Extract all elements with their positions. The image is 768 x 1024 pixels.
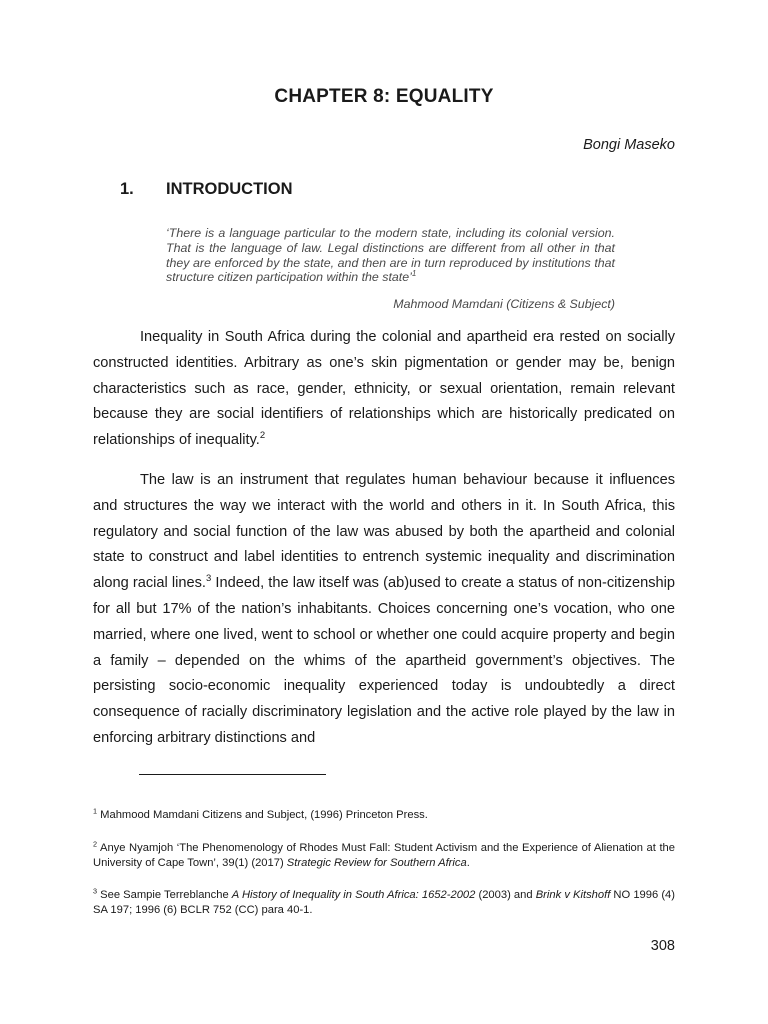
text-segment: Indeed, the law itself was (ab)used to create a status of non-citizenship for all but 17% of the nation’s inhabitants. Choices concerning one’s vocation, who one married, where one lived, went to school or whether one could acquire property and begin a family – depended on the whims of the apartheid government’s objectives. The persisting socio-economic inequality experienced today is undoubtedly a direct consequence of racially discriminatory legislation and the active role played by the law in enforcing arbitrary distinctions and: [93, 575, 675, 746]
footnote: [93, 808, 675, 823]
text-segment: NO 1996 (4) SA 197; 1996 (6) BCLR 752 (CC) para 40-1.: [93, 889, 675, 916]
text-segment: Anye Nyamjoh ‘The Phenomenology of Rhodes Must Fall: Student Activism and the Experience of Alienation at the University of Cape Town’, 39(1) (2017): [93, 842, 675, 869]
body-paragraph: [93, 468, 675, 752]
footnote-ref: 2: [259, 430, 266, 442]
text-segment: .: [466, 857, 470, 869]
section-title: INTRODUCTION: [166, 180, 293, 198]
footnote: [93, 841, 675, 871]
section-number: 1.: [120, 180, 134, 198]
text-segment: See Sampie Terreblanche: [97, 889, 232, 901]
text-segment: Inequality in South Africa during the colonial and apartheid era rested on socially constructed identities. Arbitrary as one’s skin pigmentation or gender may be, benign characteristics such as race, gender, ethnicity, or sexual orientation, remain relevant because they are social identifiers of relationships which are historically predicated on relationships of inequality.: [93, 329, 675, 449]
epigraph-quote: [166, 226, 615, 285]
footnote-number: 2: [93, 839, 98, 849]
footnote-ref: 1: [411, 269, 417, 279]
footnote-separator: [139, 774, 326, 775]
footnote-ref: 3: [205, 573, 212, 585]
italic-text: Brink v Kitshoff: [535, 889, 611, 901]
epigraph-text: ‘There is a language particular to the modern state, including its colonial version. That is the language of law. Legal distinctions are different from all other in that they are enforced by the state, and then are in turn reproduced by institutions that structure citizen participation within the state’: [166, 226, 615, 285]
footnote-number: 3: [93, 886, 98, 896]
author-name: Bongi Maseko: [583, 137, 675, 153]
chapter-title: CHAPTER 8: EQUALITY: [274, 86, 494, 107]
footnote-number: 1: [93, 806, 98, 816]
footnote: [93, 888, 675, 918]
italic-text: A History of Inequality in South Africa: 1652-2002: [231, 889, 476, 901]
section-heading: [120, 180, 293, 199]
text-segment: The law is an instrument that regulates human behaviour because it influences and structures the way we interact with the world and others in it. In South Africa, this regulatory and social function of the law was abused by both the apartheid and colonial state to construct and label identities to entrench systemic inequality and discrimination along racial lines.: [93, 472, 675, 592]
italic-text: Strategic Review for Southern Africa: [286, 857, 467, 869]
text-segment: Mahmood Mamdani Citizens and Subject, (1996) Princeton Press.: [97, 809, 428, 821]
body-paragraph: [93, 325, 675, 454]
text-segment: (2003) and: [475, 889, 536, 901]
epigraph-attribution: Mahmood Mamdani (Citizens & Subject): [393, 297, 615, 311]
page-number: 308: [650, 938, 675, 954]
